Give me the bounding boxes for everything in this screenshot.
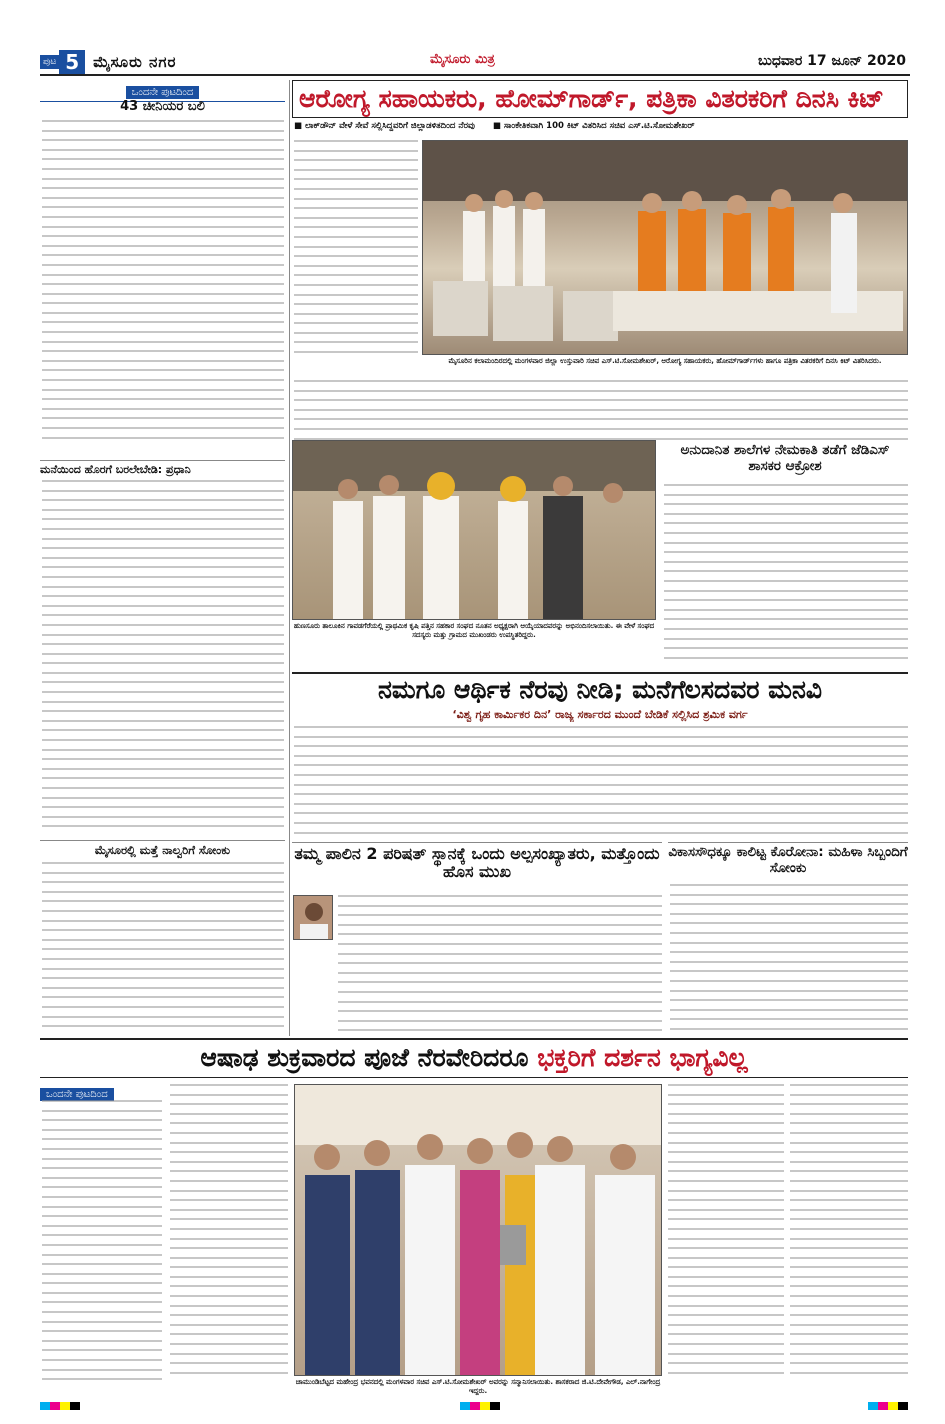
bullet-text: ಸಾಂಕೇತಿಕವಾಗಿ 100 ಕಿಟ್ ವಿತರಿಸಿದ ಸಚಿವ ಎಸ್.ಟಿ.ಸೋಮಶೇಖರ್ <box>503 121 695 131</box>
mid-photo-illustration <box>293 441 656 620</box>
banner2-body <box>294 726 908 838</box>
story4-headline: ತಮ್ಮ ಪಾಲಿನ 2 ಪರಿಷತ್ ಸ್ಥಾನಕ್ಕೆ ಒಂದು ಅಲ್ಪಸಂಖ್ಯಾತರು, ಮತ್ತೊಂದು ಹೊಸ ಮುಖ <box>292 842 662 882</box>
story4-portrait <box>293 895 333 940</box>
page-number-block <box>40 50 176 74</box>
left-story-headline: 43 ಚೀನಿಯರ ಬಲಿ <box>120 99 205 114</box>
story4-body <box>338 895 662 1035</box>
top-story-photo <box>422 140 908 355</box>
bottom-banner-part1: ಆಷಾಢ ಶುಕ್ರವಾರದ ಪೂಜೆ ನೆರವೇರಿದರೂ <box>200 1043 529 1072</box>
bullet-text: ಲಾಕ್‌ಡೌನ್ ವೇಳೆ ಸೇವೆ ಸಲ್ಲಿಸಿದ್ದವರಿಗೆ ಜಿಲ್ಲಾಡಳಿತದಿಂದ ನೆರವು <box>305 121 475 131</box>
top-story-headline: ಆರೋಗ್ಯ ಸಹಾಯಕರು, ಹೋಮ್‌ಗಾರ್ಡ್, ಪತ್ರಿಕಾ ವಿತರಕರಿಗೆ ದಿನಸಿ ಕಿಟ್ <box>292 80 908 118</box>
bullet-point: ■ ಸಾಂಕೇತಿಕವಾಗಿ 100 ಕಿಟ್ ವಿತರಿಸಿದ ಸಚಿವ ಎಸ್.ಟಿ.ಸೋಮಶೇಖರ್ <box>492 121 695 131</box>
right-story1-body <box>664 484 908 664</box>
bottom-photo-caption: ಚಾಮುಂಡಿಬೆಟ್ಟದ ಮಹೇಂದ್ರ ಭವನದಲ್ಲಿ ಮಂಗಳವಾರ ಸಚಿವ ಎಸ್.ಟಿ.ಸೋಮಶೇಖರ್ ಅವರನ್ನು ಸನ್ಮಾನಿಸಲಾಯಿತು. ಶಾಸಕರಾದ ಜಿ.ಟಿ.ದೇವೇಗೌಡ, ಎಲ್.ನಾಗೇಂದ್ರ ಇದ್ದರು. <box>295 1378 661 1395</box>
top-story-body-col1 <box>294 140 418 365</box>
mid-photo-caption: ಹುಣಸೂರು ತಾಲೂಕಿನ ಗಾವಡಗೆರೆಯಲ್ಲಿ ಪ್ರಾಥಮಿಕ ಕೃಷಿ ಪತ್ತಿನ ಸಹಕಾರ ಸಂಘದ ನೂತನ ಅಧ್ಯಕ್ಷರಾಗಿ ಆಯ್ಕೆಯಾದವರನ್ನು ಅಭಿನಂದಿಸಲಾಯಿತು. ಈ ವೇಳೆ ಸಂಘದ ಸದಸ್ಯರು ಮತ್ತು ಗ್ರಾಮದ ಮುಖಂಡರು ಉಪಸ್ಥಿತರಿದ್ದರು. <box>293 622 655 639</box>
top-story-photo-caption: ಮೈಸೂರಿನ ಕಲಾಮಂದಿರದಲ್ಲಿ ಮಂಗಳವಾರ ಜಿಲ್ಲಾ ಉಸ್ತುವಾರಿ ಸಚಿವ ಎಸ್.ಟಿ.ಸೋಮಶೇಖರ್, ಆರೋಗ್ಯ ಸಹಾಯಕರು, ಹೋಮ್‌ಗಾರ್ಡ್‌ಗಳು ಹಾಗೂ ಪತ್ರಿಕಾ ವಿತರಕರಿಗೆ ದಿನಸಿ ಕಿಟ್ ವಿತರಿಸಿದರು. <box>448 357 882 365</box>
bottom-continued-tag: ಒಂದನೇ ಪುಟದಿಂದ <box>40 1088 114 1101</box>
color-registration-bar <box>460 1402 500 1410</box>
bottom-body-col2 <box>170 1084 288 1396</box>
bullet-point: ■ ಲಾಕ್‌ಡೌನ್ ವೇಳೆ ಸೇವೆ ಸಲ್ಲಿಸಿದ್ದವರಿಗೆ ಜಿಲ್ಲಾಡಳಿತದಿಂದ ನೆರವು <box>294 121 475 131</box>
banner2-headline: ನಮಗೂ ಆರ್ಥಿಕ ನೆರವು ನೀಡಿ; ಮನೆಗೆಲಸದವರ ಮನವಿ <box>292 672 908 705</box>
left-story-body <box>42 120 284 450</box>
bottom-banner-headline <box>40 1038 908 1078</box>
bottom-body-col1 <box>42 1100 162 1396</box>
left-story3-body <box>42 862 284 1034</box>
page-header <box>40 50 910 76</box>
story5-headline: ವಿಕಾಸಸೌಧಕ್ಕೂ ಕಾಲಿಟ್ಟ ಕೊರೋನಾ: ಮಹಿಳಾ ಸಿಬ್ಬಂದಿಗೆ ಸೋಂಕು <box>668 844 908 876</box>
photo-illustration <box>423 141 908 355</box>
left-story2-headline: ಮನೆಯಿಂದ ಹೊರಗೆ ಬರಲೇಬೇಡಿ: ಪ್ರಧಾನಿ <box>40 460 285 477</box>
left-story3-headline: ಮೈಸೂರಲ್ಲಿ ಮತ್ತೆ ನಾಲ್ವರಿಗೆ ಸೋಂಕು <box>40 840 285 857</box>
top-story-bullets <box>294 121 908 136</box>
issue-date: ಬುಧವಾರ 17 ಜೂನ್ 2020 <box>757 53 906 69</box>
bottom-banner-part2: ಭಕ್ತರಿಗೆ ದರ್ಶನ ಭಾಗ್ಯವಿಲ್ಲ <box>537 1043 748 1072</box>
bottom-body-col4 <box>790 1084 908 1396</box>
page-number: 5 <box>59 50 85 74</box>
section-title: ಮೈಸೂರು ನಗರ <box>93 53 177 71</box>
portrait-illustration <box>294 896 333 940</box>
page-label: ಪುಟ <box>40 55 59 69</box>
bottom-photo <box>294 1084 662 1376</box>
left-story2-body <box>42 480 284 835</box>
top-story-body-bottom <box>294 380 908 440</box>
color-registration-bar <box>40 1402 80 1410</box>
story5-body <box>670 884 908 1034</box>
masthead-logo: ಮೈಸೂರು ಮಿತ್ರ <box>430 52 495 67</box>
banner2-subhead: ‘ವಿಶ್ವ ಗೃಹ ಕಾರ್ಮಿಕರ ದಿನ’ ರಾಜ್ಯ ಸರ್ಕಾರದ ಮುಂದೆ ಬೇಡಿಕೆ ಸಲ್ಲಿಸಿದ ಶ್ರಮಿಕ ವರ್ಗ <box>452 708 748 721</box>
right-story1-headline: ಅನುದಾನಿತ ಶಾಲೆಗಳ ನೇಮಕಾತಿ ತಡೆಗೆ ಜೆಡಿಎಸ್ ಶಾಸಕರ ಆಕ್ರೋಶ <box>680 442 890 474</box>
bottom-photo-illustration <box>295 1085 662 1376</box>
mid-photo <box>292 440 656 620</box>
continued-tag: ಒಂದನೇ ಪುಟದಿಂದ <box>126 86 200 99</box>
bottom-body-col3 <box>668 1084 784 1396</box>
column-rule <box>289 80 290 1036</box>
color-registration-bar <box>868 1402 908 1410</box>
